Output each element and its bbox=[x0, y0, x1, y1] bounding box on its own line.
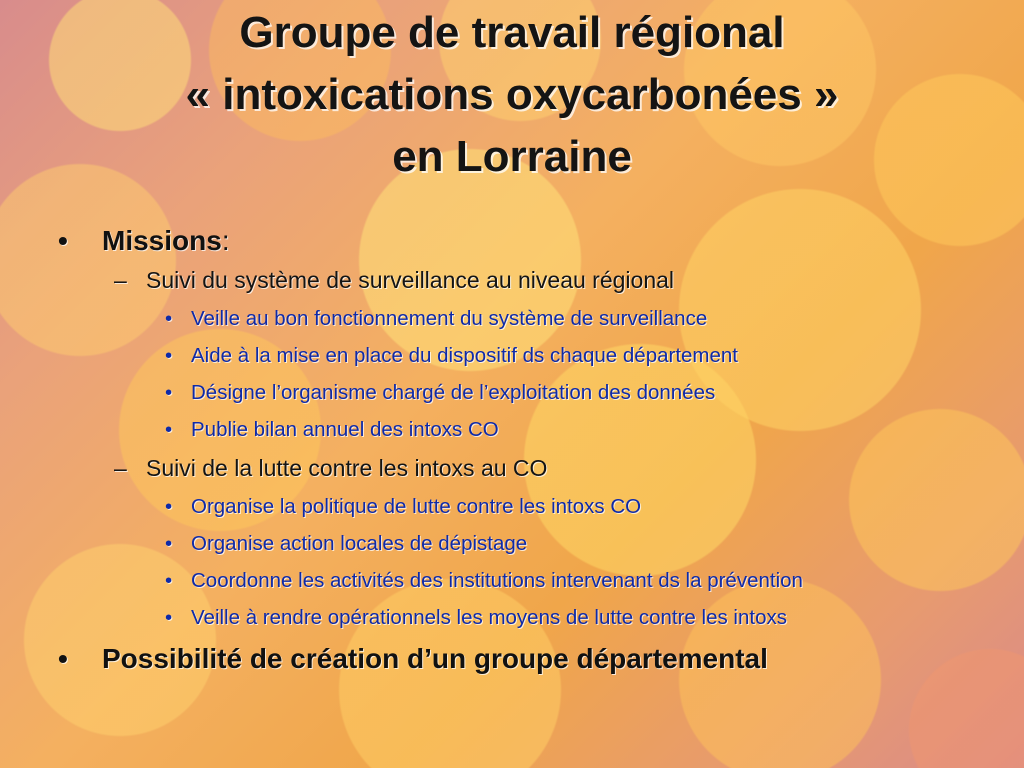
list-item bbox=[58, 488, 988, 525]
bullet-glyph: • bbox=[58, 225, 68, 256]
dot-glyph: • bbox=[165, 344, 173, 367]
possibility-label: Possibilité de création d’un groupe départemental bbox=[102, 643, 768, 674]
list-item bbox=[58, 337, 988, 374]
list-item bbox=[58, 374, 988, 411]
slide-body bbox=[58, 222, 988, 678]
list-item-text: Veille au bon fonctionnement du système de surveillance bbox=[191, 307, 708, 330]
dot-glyph: • bbox=[165, 606, 173, 629]
dot-glyph: • bbox=[165, 495, 173, 518]
sub-bullet-lutte bbox=[58, 448, 988, 488]
list-item-text: Publie bilan annuel des intoxs CO bbox=[191, 418, 499, 441]
list-item bbox=[58, 300, 988, 337]
list-item-text: Aide à la mise en place du dispositif ds chaque département bbox=[191, 344, 739, 367]
dot-glyph: • bbox=[165, 418, 173, 441]
missions-label: Missions bbox=[102, 225, 222, 256]
list-item-text: Désigne l’organisme chargé de l’exploitation des données bbox=[191, 381, 716, 404]
bullet-missions bbox=[58, 222, 988, 260]
title-line-2: « intoxications oxycarbonées » bbox=[185, 70, 839, 119]
dot-glyph: • bbox=[165, 569, 173, 592]
bullet-glyph: • bbox=[58, 643, 68, 674]
list-item bbox=[58, 599, 988, 636]
dash-glyph: – bbox=[114, 267, 127, 293]
title-line-3: en Lorraine bbox=[392, 132, 632, 181]
dot-glyph: • bbox=[165, 381, 173, 404]
title-line-1: Groupe de travail régional bbox=[239, 8, 785, 57]
list-item-text: Coordonne les activités des institutions intervenant ds la prévention bbox=[191, 569, 803, 592]
sub-bullet-label: Suivi du système de surveillance au niveau régional bbox=[146, 267, 675, 293]
list-item-text: Organise action locales de dépistage bbox=[191, 532, 528, 555]
list-item bbox=[58, 525, 988, 562]
sub-bullet-label: Suivi de la lutte contre les intoxs au CO bbox=[146, 455, 548, 481]
list-item bbox=[58, 411, 988, 448]
bullet-possibilite bbox=[58, 640, 988, 678]
list-item bbox=[58, 562, 988, 599]
slide-title bbox=[0, 2, 1024, 188]
sub-bullet-surveillance bbox=[58, 260, 988, 300]
missions-colon: : bbox=[221, 225, 230, 256]
list-item-text: Organise la politique de lutte contre les intoxs CO bbox=[191, 495, 642, 518]
dot-glyph: • bbox=[165, 532, 173, 555]
dot-glyph: • bbox=[165, 307, 173, 330]
list-item-text: Veille à rendre opérationnels les moyens de lutte contre les intoxs bbox=[191, 606, 787, 629]
dash-glyph: – bbox=[114, 455, 127, 481]
